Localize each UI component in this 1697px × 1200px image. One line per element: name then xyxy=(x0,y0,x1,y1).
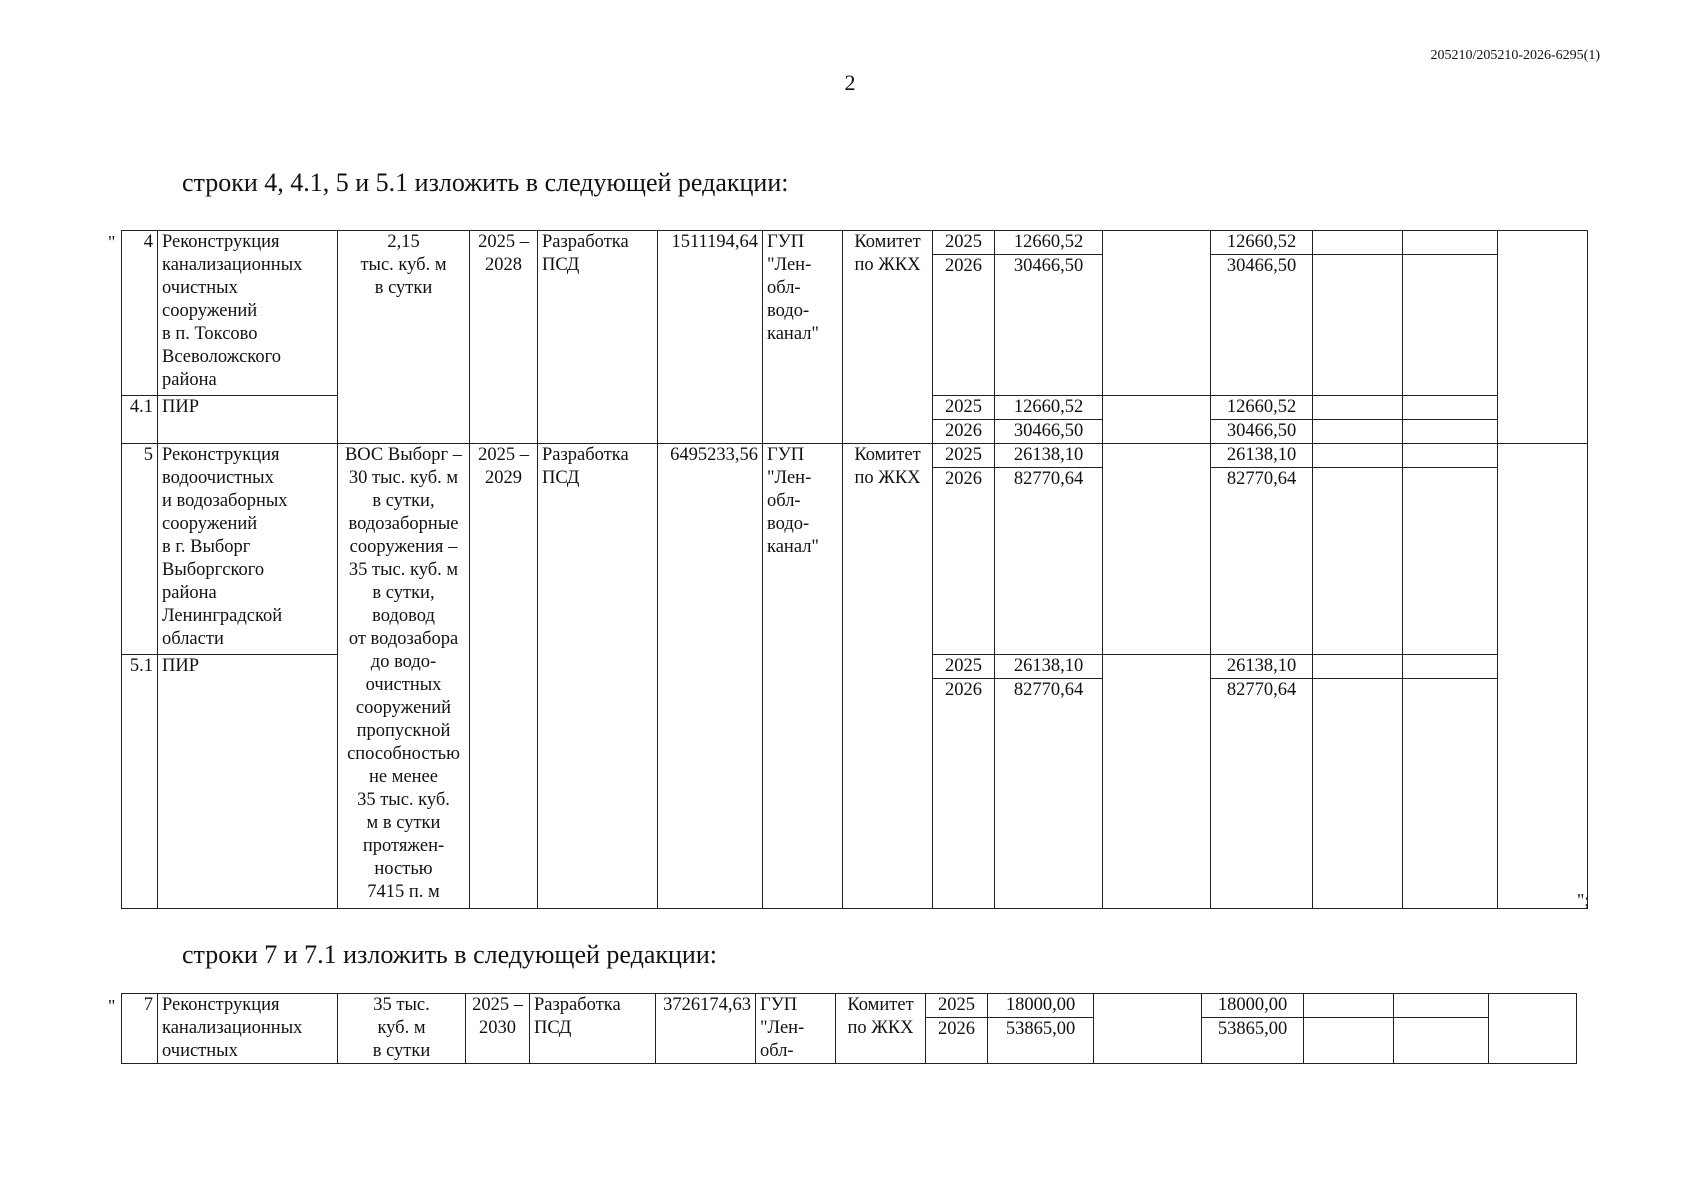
note-cell xyxy=(1498,444,1588,909)
year-cell: 2026 xyxy=(933,468,995,655)
other-amount xyxy=(1403,420,1498,444)
regional-amount: 18000,00 xyxy=(1202,994,1304,1018)
other-amount xyxy=(1403,655,1498,679)
federal-amount xyxy=(1103,655,1211,909)
local-amount xyxy=(1304,1018,1394,1064)
other-amount xyxy=(1403,679,1498,909)
row-num: 4 xyxy=(122,231,158,396)
responsible-cell: Комитет по ЖКХ xyxy=(843,231,933,444)
object-name: ПИР xyxy=(158,655,338,909)
table-row-7 xyxy=(122,994,1577,1018)
total-amount: 30466,50 xyxy=(995,420,1103,444)
year-cell: 2026 xyxy=(933,420,995,444)
period-cell: 2025 – 2028 xyxy=(470,231,538,444)
note-cell xyxy=(1498,231,1588,444)
responsible-cell: Комитет по ЖКХ xyxy=(843,444,933,909)
local-amount xyxy=(1313,396,1403,420)
year-cell: 2026 xyxy=(926,1018,988,1064)
total-amount: 26138,10 xyxy=(995,655,1103,679)
responsible-cell: Комитет по ЖКХ xyxy=(836,994,926,1064)
regional-amount: 82770,64 xyxy=(1211,679,1313,909)
regional-amount: 26138,10 xyxy=(1211,444,1313,468)
total-amount: 12660,52 xyxy=(995,231,1103,255)
amendment-table-rows-4-5 xyxy=(121,230,1588,909)
customer-cell: ГУП "Лен- обл- xyxy=(756,994,836,1064)
note-cell xyxy=(1489,994,1577,1064)
row-num: 7 xyxy=(122,994,158,1064)
year-cell: 2025 xyxy=(933,655,995,679)
federal-amount xyxy=(1103,444,1211,655)
row-num: 5 xyxy=(122,444,158,655)
year-cell: 2025 xyxy=(933,231,995,255)
open-quote-2: " xyxy=(108,996,116,1016)
object-name: Реконструкция водоочистных и водозаборных сооружений в г. Выборг Выборгского района Ленинградской области xyxy=(158,444,338,655)
capacity-cell: 35 тыс. куб. м в сутки xyxy=(338,994,466,1064)
federal-amount xyxy=(1103,231,1211,396)
row-num: 4.1 xyxy=(122,396,158,444)
local-amount xyxy=(1304,994,1394,1018)
stage-cell: Разработка ПСД xyxy=(538,444,658,909)
instruction-rows-4-5: строки 4, 4.1, 5 и 5.1 изложить в следующей редакции: xyxy=(182,168,789,197)
object-name: ПИР xyxy=(158,396,338,444)
total-amount: 53865,00 xyxy=(988,1018,1094,1064)
stage-cell: Разработка ПСД xyxy=(538,231,658,444)
period-cell: 2025 – 2030 xyxy=(466,994,530,1064)
local-amount xyxy=(1313,679,1403,909)
close-quote: "; xyxy=(1577,890,1590,910)
document-id: 205210/205210-2026-6295(1) xyxy=(1430,48,1600,63)
regional-amount: 12660,52 xyxy=(1211,231,1313,255)
object-name: Реконструкция канализационных очистных сооружений в п. Токсово Всеволожского района xyxy=(158,231,338,396)
customer-cell: ГУП "Лен- обл- водо- канал" xyxy=(763,444,843,909)
instruction-row-7: строки 7 и 7.1 изложить в следующей редакции: xyxy=(182,940,717,969)
total-amount: 26138,10 xyxy=(995,444,1103,468)
table-row-4 xyxy=(122,231,1588,255)
page-number: 2 xyxy=(844,70,856,95)
regional-amount: 12660,52 xyxy=(1211,396,1313,420)
other-amount xyxy=(1403,468,1498,655)
cost-cell: 3726174,63 xyxy=(656,994,756,1064)
local-amount xyxy=(1313,255,1403,396)
other-amount xyxy=(1403,396,1498,420)
regional-amount: 53865,00 xyxy=(1202,1018,1304,1064)
total-amount: 30466,50 xyxy=(995,255,1103,396)
capacity-cell: ВОС Выборг – 30 тыс. куб. м в сутки, водозаборные сооружения – 35 тыс. куб. м в сутки, водовод от водозабора до водо- очистных сооружений пропускной способностью не менее 35 тыс. куб. м в сутки протяжен- ностью 7415 п. м xyxy=(338,444,470,909)
period-cell: 2025 – 2029 xyxy=(470,444,538,909)
regional-amount: 26138,10 xyxy=(1211,655,1313,679)
open-quote-1: " xyxy=(108,232,116,252)
local-amount xyxy=(1313,444,1403,468)
other-amount xyxy=(1403,231,1498,255)
local-amount xyxy=(1313,468,1403,655)
customer-cell: ГУП "Лен- обл- водо- канал" xyxy=(763,231,843,444)
other-amount xyxy=(1394,994,1489,1018)
other-amount xyxy=(1403,444,1498,468)
regional-amount: 82770,64 xyxy=(1211,468,1313,655)
row-num: 5.1 xyxy=(122,655,158,909)
local-amount xyxy=(1313,231,1403,255)
total-amount: 82770,64 xyxy=(995,679,1103,909)
local-amount xyxy=(1313,655,1403,679)
federal-amount xyxy=(1094,994,1202,1064)
table-row-5 xyxy=(122,444,1588,468)
total-amount: 82770,64 xyxy=(995,468,1103,655)
total-amount: 18000,00 xyxy=(988,994,1094,1018)
total-amount: 12660,52 xyxy=(995,396,1103,420)
cost-cell: 6495233,56 xyxy=(658,444,763,909)
year-cell: 2025 xyxy=(933,444,995,468)
regional-amount: 30466,50 xyxy=(1211,255,1313,396)
year-cell: 2025 xyxy=(933,396,995,420)
year-cell: 2026 xyxy=(933,679,995,909)
cost-cell: 1511194,64 xyxy=(658,231,763,444)
capacity-cell: 2,15 тыс. куб. м в сутки xyxy=(338,231,470,444)
stage-cell: Разработка ПСД xyxy=(530,994,656,1064)
year-cell: 2026 xyxy=(933,255,995,396)
other-amount xyxy=(1394,1018,1489,1064)
year-cell: 2025 xyxy=(926,994,988,1018)
object-name: Реконструкция канализационных очистных xyxy=(158,994,338,1064)
regional-amount: 30466,50 xyxy=(1211,420,1313,444)
local-amount xyxy=(1313,420,1403,444)
other-amount xyxy=(1403,255,1498,396)
amendment-table-row-7 xyxy=(121,993,1577,1064)
federal-amount xyxy=(1103,396,1211,444)
